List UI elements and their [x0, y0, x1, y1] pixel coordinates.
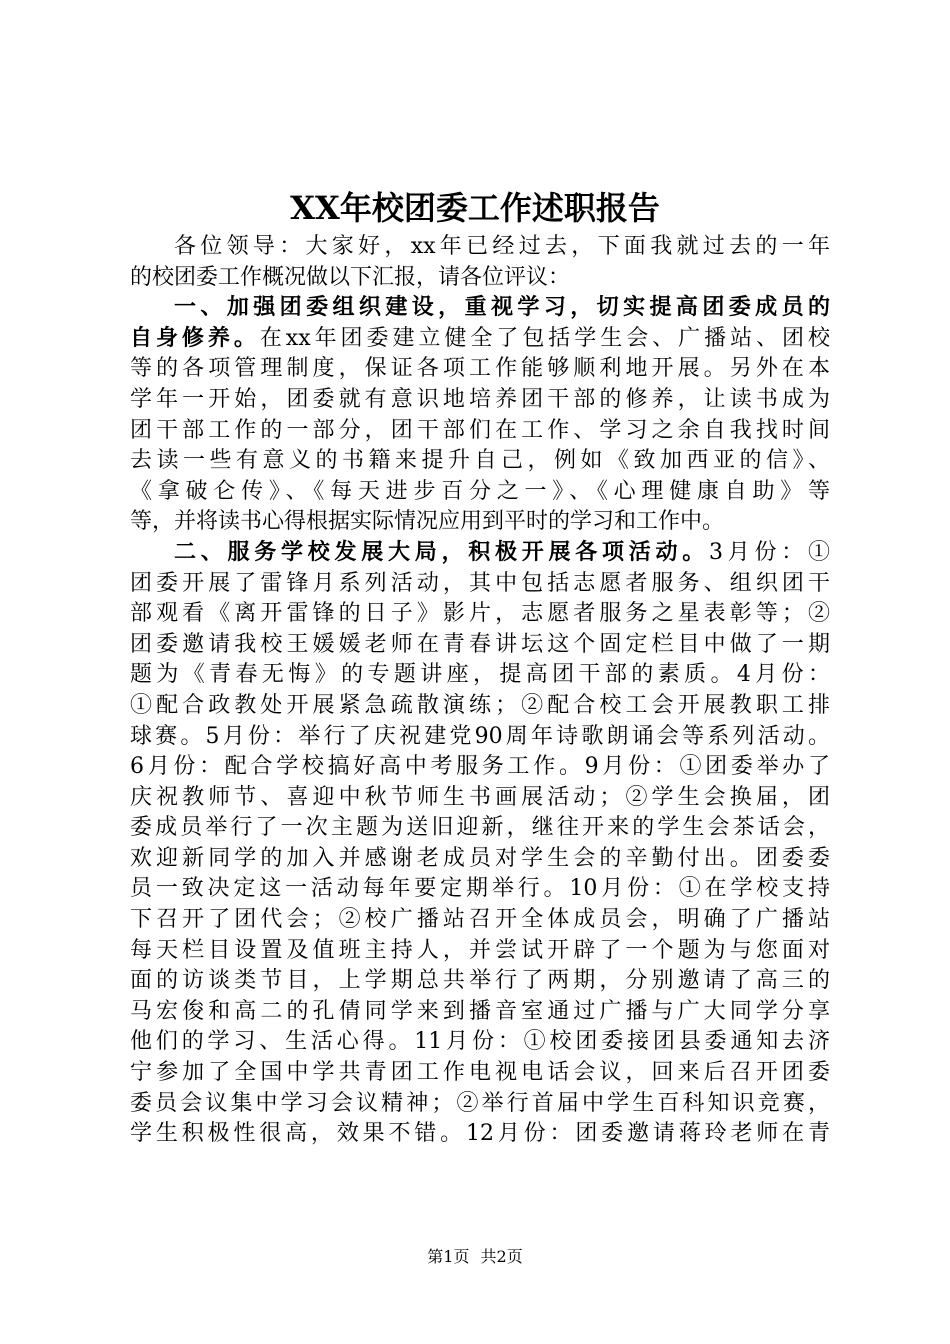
text-line: 题为《青春无悔》的专题讲座，提高团干部的素质。4月份： — [130, 662, 830, 688]
text-line: ①配合政教处开展紧急疏散演练；②配合校工会开展教职工排 — [130, 692, 830, 718]
page-total: 共2页 — [480, 1247, 523, 1266]
text-line: 去读一些有意义的书籍来提升自己，例如《致加西亚的信》、 — [130, 448, 830, 474]
text-line: 学生积极性很高，效果不错。12月份：团委邀请蒋玲老师在青 — [130, 1121, 830, 1147]
text-line: 团委开展了雷锋月系列活动，其中包括志愿者服务、组织团干 — [130, 570, 830, 596]
text-line: 6月份：配合学校搞好高中考服务工作。9月份：①团委举办了 — [130, 754, 830, 780]
page-number: 第1页 — [427, 1247, 470, 1266]
text-line: 他们的学习、生活心得。11月份：①校团委接团县委通知去济 — [130, 1029, 830, 1055]
text-line: 面的访谈类节目，上学期总共举行了两期，分别邀请了高三的 — [130, 968, 830, 994]
text-line: 下召开了团代会；②校广播站召开全体成员会，明确了广播站 — [130, 907, 830, 933]
text-line: 的校团委工作概况做以下汇报，请各位评议： — [130, 264, 571, 290]
text-line: 等，并将读书心得根据实际情况应用到平时的学习和工作中。 — [130, 509, 725, 535]
text-line: 每天栏目设置及值班主持人，并尝试开辟了一个题为与您面对 — [130, 937, 830, 963]
section-heading: 二、服务学校发展大局，积极开展各项活动。 — [174, 539, 709, 565]
section-heading: 一、加强团委组织建设，重视学习，切实提高团委成员的 — [174, 295, 830, 321]
text-line: 各位领导：大家好，xx年已经过去，下面我就过去的一年 — [174, 234, 830, 259]
document-body — [130, 232, 830, 1150]
text-line — [130, 324, 830, 355]
text-line: 庆祝教师节、喜迎中秋节师生书画展活动；②学生会换届，团 — [130, 784, 830, 810]
text-line: 宁参加了全国中学共青团工作电视电话会议，回来后召开团委 — [130, 1060, 830, 1086]
text-line: 马宏俊和高二的孔倩同学来到播音室通过广播与广大同学分享 — [130, 998, 830, 1024]
text-line — [130, 538, 830, 569]
text-line: 等的各项管理制度，保证各项工作能够顺利地开展。另外在本 — [130, 356, 830, 382]
text-line: 委成员举行了一次主题为送旧迎新，继往开来的学生会茶话会， — [130, 815, 830, 841]
text-line: 欢迎新同学的加入并感谢老成员对学生会的辛勤付出。团委委 — [130, 845, 830, 871]
text-line: 团委邀请我校王媛媛老师在青春讲坛这个固定栏目中做了一期 — [130, 631, 830, 657]
text-line: 《拿破仑传》、《每天进步百分之一》、《心理健康自助》等 — [130, 478, 830, 504]
section-heading-tail: 自身修养。 — [130, 325, 260, 351]
page-footer — [0, 1246, 950, 1268]
text-line: 员一致决定这一活动每年要定期举行。10月份：①在学校支持 — [130, 876, 830, 902]
text-line: 球赛。5月份：举行了庆祝建党90周年诗歌朗诵会等系列活动。 — [130, 723, 830, 749]
text-line: 委员会议集中学习会议精神；②举行首届中学生百科知识竞赛， — [130, 1090, 830, 1116]
text-line: 团干部工作的一部分，团干部们在工作、学习之余自我找时间 — [130, 417, 830, 443]
text-segment: 在xx年团委建立健全了包括学生会、广播站、团校 — [259, 325, 830, 351]
document-title: XX年校团委工作述职报告 — [290, 189, 660, 227]
text-line: 部观看《离开雷锋的日子》影片，志愿者服务之星表彰等；② — [130, 601, 830, 627]
text-line: 学年一开始，团委就有意识地培养团干部的修养，让读书成为 — [130, 386, 830, 412]
text-segment: 3月份：① — [709, 539, 830, 565]
